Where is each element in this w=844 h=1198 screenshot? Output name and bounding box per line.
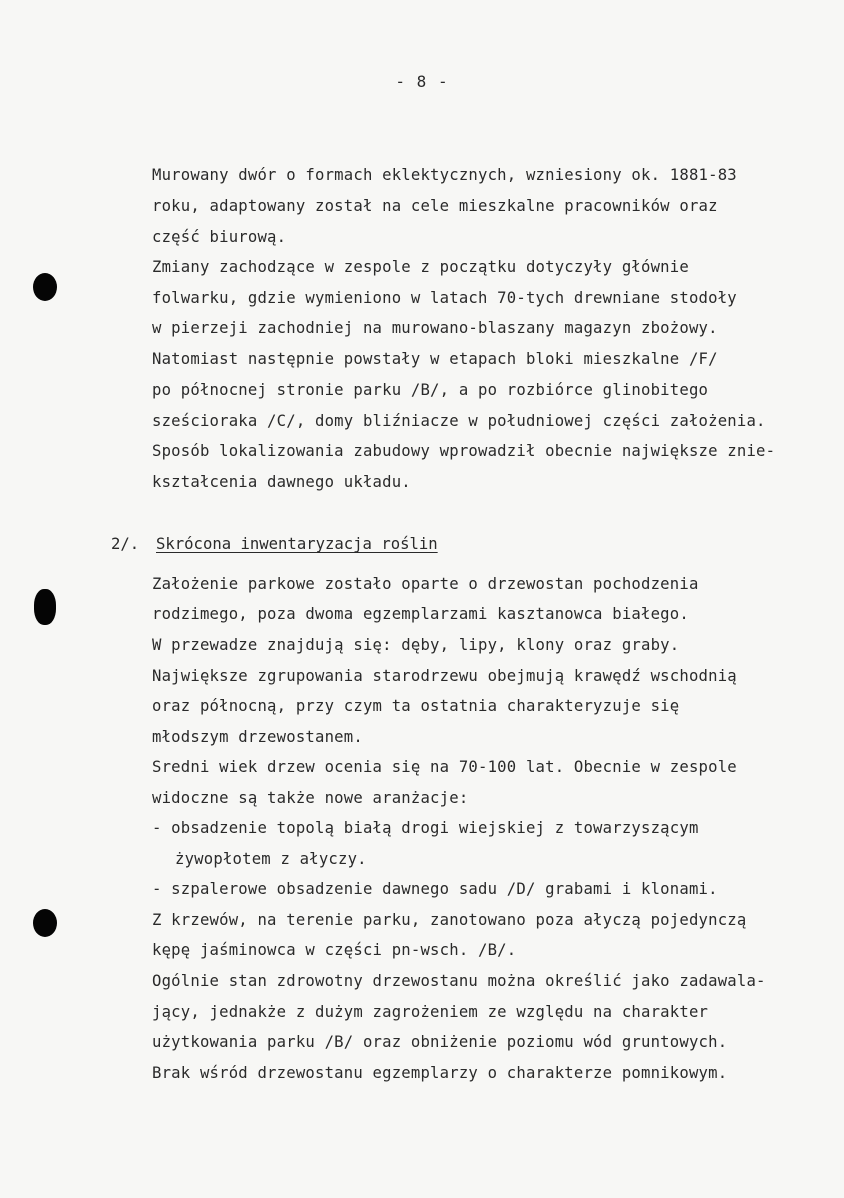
text-line: jący, jednakże z dużym zagrożeniem ze względu na charakter [152,1003,709,1021]
text-line: sześcioraka /C/, domy bliźniacze w południowej części założenia. [152,412,766,430]
text-line: W przewadze znajdują się: dęby, lipy, klony oraz graby. [152,636,680,654]
text-line: część biurową. [152,228,287,246]
text-line: użytkowania parku /B/ oraz obniżenie poziomu wód gruntowych. [152,1033,728,1051]
list-item: - obsadzenie topolą białą drogi wiejskiej z towarzyszącym [152,819,699,837]
text-line: Sposób lokalizowania zabudowy wprowadził obecnie największe znie- [152,442,776,460]
punch-hole [33,909,57,937]
punch-hole [33,273,57,301]
text-line: widoczne są także nowe aranżacje: [152,789,469,807]
text-line: folwarku, gdzie wymieniono w latach 70-tych drewniane stodoły [152,289,737,307]
punch-hole [34,589,56,625]
text-line: Brak wśród drzewostanu egzemplarzy o charakterze pomnikowym. [152,1064,728,1082]
section-title: Skrócona inwentaryzacja roślin [156,535,438,553]
text-line: po północnej stronie parku /B/, a po rozbiórce glinobitego [152,381,709,399]
text-line: oraz północną, przy czym ta ostatnia charakteryzuje się [152,697,680,715]
text-line: roku, adaptowany został na cele mieszkalne pracowników oraz [152,197,718,215]
list-item-continuation: żywopłotem z ałyczy. [175,850,367,868]
text-line: Sredni wiek drzew ocenia się na 70-100 lat. Obecnie w zespole [152,758,737,776]
text-line: Założenie parkowe zostało oparte o drzewostan pochodzenia [152,575,699,593]
list-item: - szpalerowe obsadzenie dawnego sadu /D/ grabami i klonami. [152,880,718,898]
text-line: Murowany dwór o formach eklektycznych, wzniesiony ok. 1881-83 [152,166,737,184]
text-line: Zmiany zachodzące w zespole z początku dotyczyły głównie [152,258,689,276]
page-number: - 8 - [395,72,449,91]
text-line: Ogólnie stan zdrowotny drzewostanu można określić jako zadawala- [152,972,766,990]
text-line: rodzimego, poza dwoma egzemplarzami kasztanowca białego. [152,605,689,623]
text-line: kępę jaśminowca w części pn-wsch. /B/. [152,941,517,959]
text-line: kształcenia dawnego układu. [152,473,411,491]
text-line: w pierzeji zachodniej na murowano-blaszany magazyn zbożowy. [152,319,718,337]
section-number: 2/. [111,535,140,553]
text-line: Z krzewów, na terenie parku, zanotowano poza ałyczą pojedynczą [152,911,747,929]
text-line: Natomiast następnie powstały w etapach bloki mieszkalne /F/ [152,350,718,368]
text-line: młodszym drzewostanem. [152,728,363,746]
text-line: Największe zgrupowania starodrzewu obejmują krawędź wschodnią [152,667,737,685]
